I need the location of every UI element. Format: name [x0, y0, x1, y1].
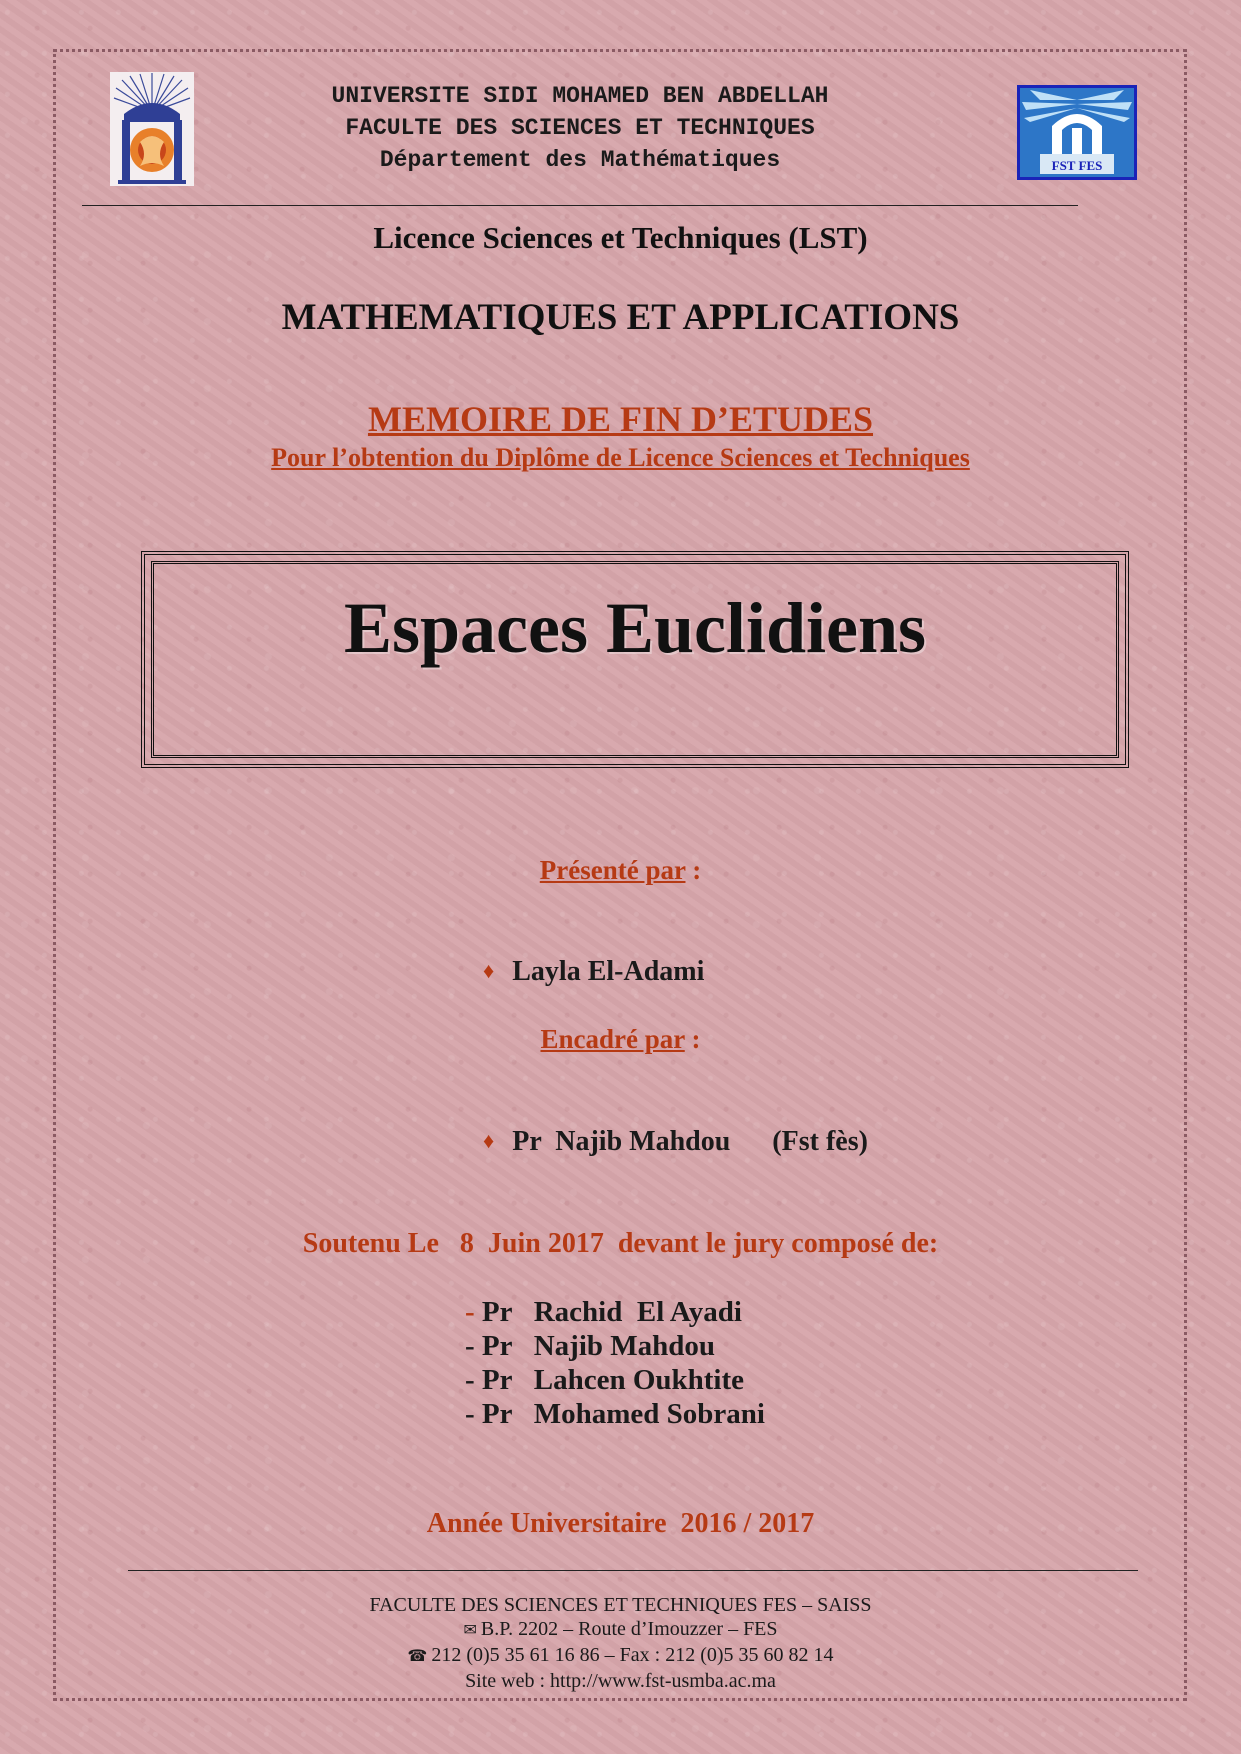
diamond-bullet-icon: ♦ — [483, 1128, 495, 1153]
defense-statement: Soutenu Le 8 Juin 2017 devant le jury composé de: — [302, 1228, 939, 1259]
jury-list — [465, 1295, 765, 1431]
supervisor-name: Pr Najib Mahdou (Fst fès) — [512, 1126, 868, 1157]
department-name: Département des Mathématiques — [379, 147, 781, 173]
presented-by-label — [0, 855, 1241, 886]
institution-header — [230, 80, 930, 176]
student-entry — [469, 924, 704, 988]
footer-faculty: FACULTE DES SCIENCES ET TECHNIQUES FES – SAISS — [369, 1594, 872, 1616]
student-name: Layla El-Adami — [512, 956, 705, 987]
supervised-by-label-text: Encadré par — [540, 1024, 685, 1054]
memoire-title-text: MEMOIRE DE FIN D’ETUDES — [367, 399, 874, 439]
jury-member-name: Pr Najib Mahdou — [474, 1330, 716, 1362]
program-name: Licence Sciences et Techniques (LST) — [373, 220, 868, 255]
thesis-title-box — [141, 551, 1129, 768]
jury-member-name: Pr Mohamed Sobrani — [474, 1398, 765, 1430]
diamond-bullet-icon: ♦ — [483, 958, 495, 983]
footer-contact — [0, 1593, 1241, 1693]
supervisor-entry — [469, 1094, 868, 1158]
footer-phone — [0, 1643, 1241, 1669]
jury-dash: - — [465, 1330, 475, 1362]
header-divider — [82, 205, 1078, 206]
mail-icon: ✉ — [463, 1622, 477, 1639]
presented-by-colon: : — [685, 855, 702, 885]
jury-member — [465, 1295, 765, 1329]
memoire-subtitle-text: Pour l’obtention du Diplôme de Licence Sciences et Techniques — [271, 443, 970, 472]
supervised-by-colon: : — [684, 1024, 701, 1054]
specialty-name: MATHEMATIQUES ET APPLICATIONS — [281, 297, 960, 338]
thesis-title: Espaces Euclidiens — [343, 588, 927, 668]
jury-member — [465, 1363, 765, 1397]
fst-fes-logo — [1017, 85, 1137, 180]
footer-address — [0, 1617, 1241, 1643]
presented-by-label-text: Présenté par — [539, 855, 686, 885]
jury-member-name: Pr Rachid El Ayadi — [474, 1296, 742, 1328]
university-name: UNIVERSITE SIDI MOHAMED BEN ABDELLAH — [331, 83, 829, 109]
faculty-name: FACULTE DES SCIENCES ET TECHNIQUES — [345, 115, 815, 141]
footer-address-text: B.P. 2202 – Route d’Imouzzer – FES — [480, 1618, 778, 1640]
supervised-by-label — [0, 1024, 1241, 1055]
memoire-title — [0, 398, 1241, 440]
jury-dash: - — [465, 1296, 475, 1328]
footer-phone-text: 212 (0)5 35 61 16 86 – Fax : 212 (0)5 35 60 82 14 — [431, 1644, 834, 1666]
jury-dash: - — [465, 1364, 475, 1396]
jury-dash: - — [465, 1398, 475, 1430]
jury-member-name: Pr Lahcen Oukhtite — [474, 1364, 745, 1396]
university-emblem — [110, 72, 194, 186]
phone-icon: ☎ — [407, 1648, 428, 1665]
jury-member — [465, 1329, 765, 1363]
fst-logo-text: FST FES — [1051, 158, 1103, 173]
memoire-subtitle — [0, 443, 1241, 473]
footer-website: Site web : http://www.fst-usmba.ac.ma — [465, 1670, 776, 1692]
academic-year: Année Universitaire 2016 / 2017 — [426, 1508, 815, 1539]
footer-divider — [128, 1570, 1138, 1571]
jury-member — [465, 1397, 765, 1431]
